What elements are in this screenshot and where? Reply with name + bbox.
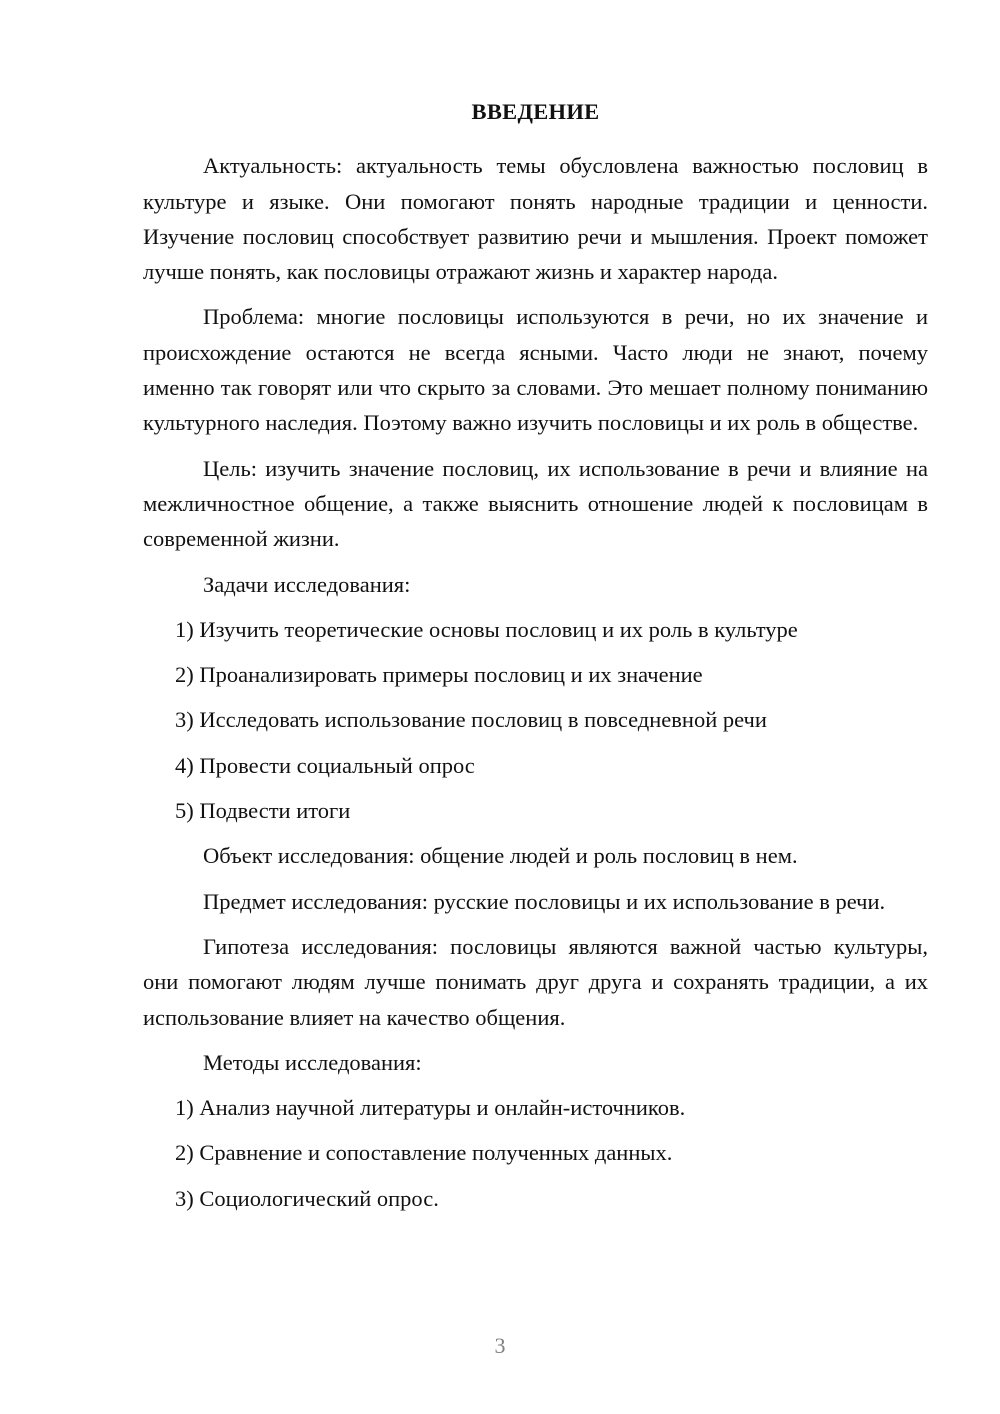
object-paragraph: Объект исследования: общение людей и роль пословиц в нем. [203,843,798,869]
methods-list [143,1090,928,1216]
tasks-heading: Задачи исследования: [203,571,411,597]
list-item: 4) Провести социальный опрос [175,752,475,778]
hypothesis-paragraph: Гипотеза исследования: пословицы являются важной частью культуры, они помогают людям лучше понимать друг друга и сохранять традиции, а их использование влияет на качество общения. [143,933,928,1030]
list-item: 3) Исследовать использование пословиц в повседневной речи [175,707,767,733]
list-item: 1) Анализ научной литературы и онлайн-источников. [175,1095,686,1121]
section-title: ВВЕДЕНИЕ [471,99,600,124]
methods-heading: Методы исследования: [203,1049,422,1075]
page-number: 3 [494,1333,506,1358]
page-content [143,94,928,1226]
problem-paragraph: Проблема: многие пословицы используются в речи, но их значение и происхождение остаются не всегда ясными. Часто люди не знают, почему именно так говорят или что скрыто за словами. Это мешает полному пониманию культурного наследия. Поэтому важно изучить пословицы и их роль в обществе. [143,304,928,436]
list-item: 5) Подвести итоги [175,798,351,824]
list-item: 2) Проанализировать примеры пословиц и их значение [175,662,703,688]
subject-paragraph: Предмет исследования: русские пословицы и их использование в речи. [203,888,886,914]
tasks-list [143,612,928,828]
relevance-paragraph: Актуальность: актуальность темы обусловлена важностью пословиц в культуре и языке. Они помогают понять народные традиции и ценности. Изучение пословиц способствует развитию речи и мышления. Проект поможет лучше понять, как пословицы отражают жизнь и характер народа. [143,153,928,285]
list-item: 2) Сравнение и сопоставление полученных данных. [175,1140,673,1166]
list-item: 1) Изучить теоретические основы пословиц и их роль в культуре [175,616,798,642]
list-item: 3) Социологический опрос. [175,1185,439,1211]
goal-paragraph: Цель: изучить значение пословиц, их использование в речи и влияние на межличностное общение, а также выяснить отношение людей к пословицам в современной жизни. [143,455,928,552]
